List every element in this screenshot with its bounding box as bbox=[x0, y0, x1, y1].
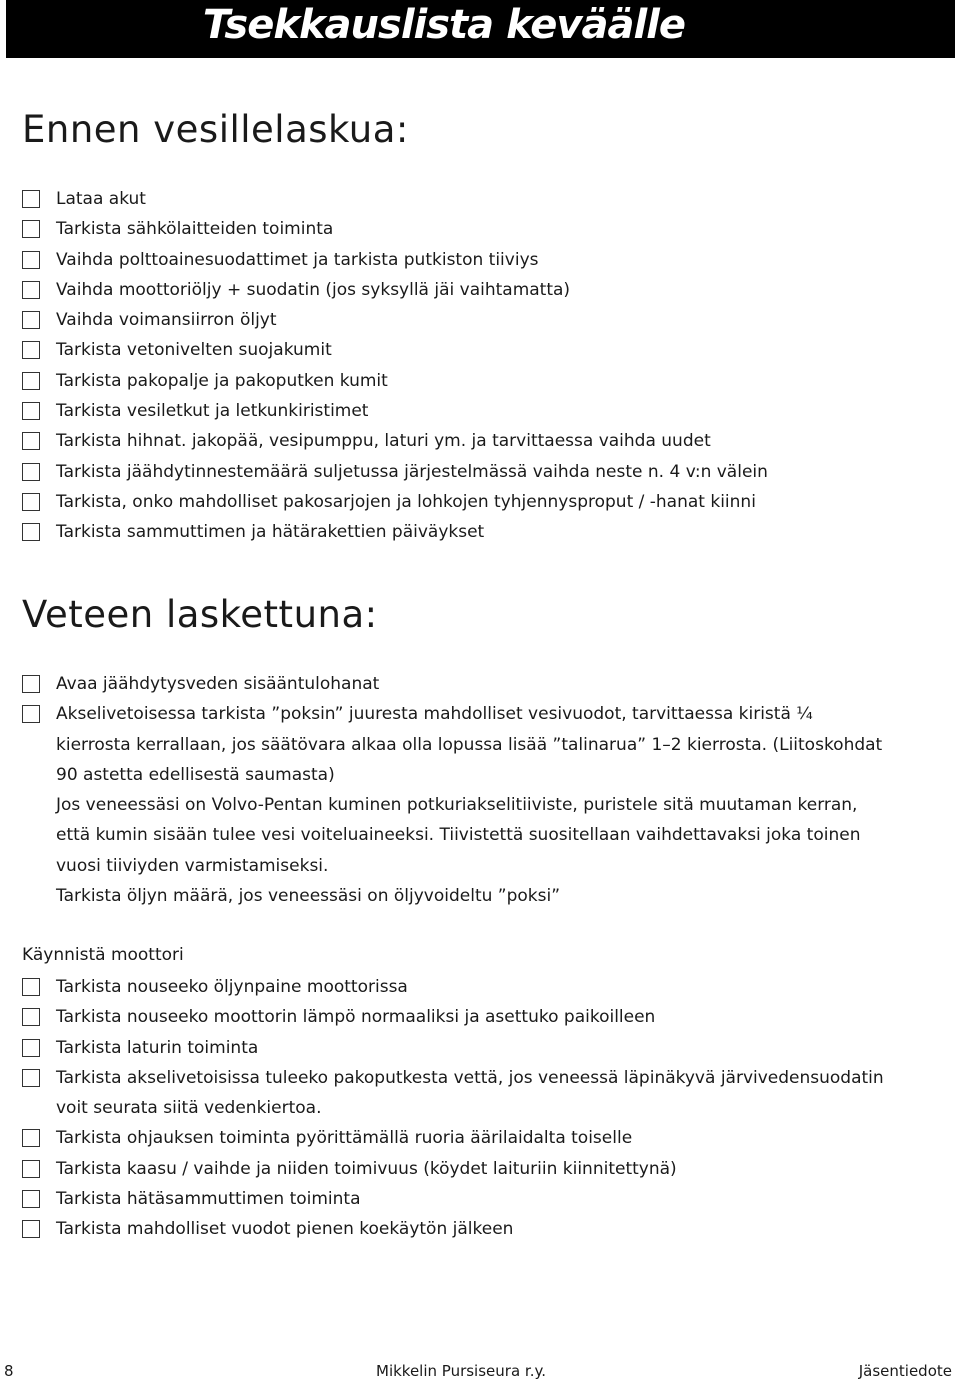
checklist-item-label: Akselivetoisessa tarkista ”poksin” juuresta mahdolliset vesivuodot, tarvittaessa kiristä ¼ bbox=[56, 704, 813, 725]
checkbox[interactable] bbox=[22, 1190, 40, 1208]
checkbox[interactable] bbox=[22, 190, 40, 208]
checklist-item bbox=[22, 366, 950, 396]
checklist-in-water bbox=[22, 669, 950, 911]
footer-club-name: Mikkelin Pursiseura r.y. bbox=[376, 1362, 546, 1380]
checklist-item-continuation: voit seurata siitä vedenkiertoa. bbox=[56, 1098, 322, 1119]
checklist-item-continuation: 90 astetta edellisestä saumasta) bbox=[56, 764, 335, 785]
checklist-item-label: Vaihda polttoainesuodattimet ja tarkista putkiston tiiviys bbox=[56, 249, 539, 270]
checkbox[interactable] bbox=[22, 523, 40, 541]
checkbox[interactable] bbox=[22, 402, 40, 420]
checklist-item-label: Tarkista vetonivelten suojakumit bbox=[56, 340, 332, 361]
checkbox[interactable] bbox=[22, 978, 40, 996]
checklist-item-label: Tarkista sammuttimen ja hätärakettien päiväykset bbox=[56, 522, 485, 543]
checkbox[interactable] bbox=[22, 1008, 40, 1026]
checklist-item bbox=[22, 1184, 950, 1214]
checklist-item-label: Avaa jäähdytysveden sisääntulohanat bbox=[56, 674, 380, 694]
checklist-item-label: Tarkista kaasu / vaihde ja niiden toimivuus (köydet laituriin kiinnitettynä) bbox=[56, 1158, 677, 1179]
checklist-start-engine bbox=[22, 972, 950, 1245]
checklist-item-continuation: Tarkista öljyn määrä, jos veneessäsi on öljyvoideltu ”poksi” bbox=[56, 886, 561, 907]
checkbox[interactable] bbox=[22, 1039, 40, 1057]
checkbox[interactable] bbox=[22, 432, 40, 450]
checklist-item-label: Vaihda voimansiirron öljyt bbox=[56, 310, 277, 331]
checklist-item-label: Tarkista vesiletkut ja letkunkiristimet bbox=[56, 401, 369, 422]
checklist-item-label: Tarkista hihnat. jakopää, vesipumppu, laturi ym. ja tarvittaessa vaihda uudet bbox=[56, 431, 711, 452]
page-title: Tsekkauslista keväälle bbox=[202, 2, 685, 48]
checklist-before-launch bbox=[22, 184, 950, 548]
checklist-item bbox=[22, 1063, 950, 1093]
checklist-item-continuation: kierrosta kerrallaan, jos säätövara alkaa olla lopussa lisää ”talinarua” 1–2 kierrosta. (Liitoskohdat bbox=[56, 734, 883, 755]
checklist-item bbox=[22, 972, 950, 1002]
checklist-item bbox=[22, 396, 950, 426]
checklist-item-label: Tarkista sähkölaitteiden toiminta bbox=[56, 219, 334, 240]
checklist-item bbox=[22, 214, 950, 244]
checklist-item-label: Vaihda moottoriöljy + suodatin (jos syksyllä jäi vaihtamatta) bbox=[56, 279, 571, 300]
checkbox[interactable] bbox=[22, 311, 40, 329]
checklist-item bbox=[22, 457, 950, 487]
checklist-item bbox=[22, 487, 950, 517]
checklist-item bbox=[22, 184, 950, 214]
checklist-item-label: Tarkista nouseeko öljynpaine moottorissa bbox=[56, 977, 408, 997]
checklist-item bbox=[22, 245, 950, 275]
checklist-item-continuation: että kumin sisään tulee vesi voiteluaineeksi. Tiivistettä suositellaan vaihdettavaksi joka toinen bbox=[56, 825, 861, 846]
checklist-item bbox=[22, 1002, 950, 1032]
checklist-item-label: Tarkista hätäsammuttimen toiminta bbox=[56, 1189, 361, 1210]
checklist-item bbox=[22, 699, 950, 729]
checkbox[interactable] bbox=[22, 1160, 40, 1178]
checkbox[interactable] bbox=[22, 705, 40, 723]
checkbox[interactable] bbox=[22, 372, 40, 390]
section-heading-start-engine: Käynnistä moottori bbox=[22, 945, 184, 965]
checklist-item-continuation: vuosi tiiviyden varmistamiseksi. bbox=[56, 855, 329, 876]
checklist-item bbox=[22, 1033, 950, 1063]
checklist-item bbox=[22, 1123, 950, 1153]
page-number: 8 bbox=[4, 1362, 14, 1380]
checkbox[interactable] bbox=[22, 463, 40, 481]
checkbox[interactable] bbox=[22, 1069, 40, 1087]
section-heading-before-launch: Ennen vesillelaskua: bbox=[22, 108, 409, 151]
checklist-item-label: Tarkista, onko mahdolliset pakosarjojen ja lohkojen tyhjennysproput / -hanat kiinni bbox=[56, 491, 756, 512]
checklist-item-label: Tarkista mahdolliset vuodot pienen koekäytön jälkeen bbox=[56, 1219, 514, 1240]
checkbox[interactable] bbox=[22, 1129, 40, 1147]
checklist-item bbox=[22, 1154, 950, 1184]
checklist-item-continuation: Jos veneessäsi on Volvo-Pentan kuminen potkuriakselitiiviste, puristele sitä muutaman kerran, bbox=[56, 795, 858, 816]
checklist-item bbox=[22, 1214, 950, 1244]
checklist-item bbox=[22, 305, 950, 335]
checklist-item bbox=[22, 669, 950, 699]
checkbox[interactable] bbox=[22, 675, 40, 693]
checklist-item-label: Tarkista jäähdytinnestemäärä suljetussa järjestelmässä vaihda neste n. 4 v:n välein bbox=[56, 461, 768, 482]
checkbox[interactable] bbox=[22, 1220, 40, 1238]
checklist-item bbox=[22, 335, 950, 365]
checklist-item-label: Tarkista pakopalje ja pakoputken kumit bbox=[56, 370, 388, 391]
checkbox[interactable] bbox=[22, 220, 40, 238]
checklist-item bbox=[22, 275, 950, 305]
checklist-item-label: Tarkista akselivetoisissa tuleeko pakoputkesta vettä, jos veneessä läpinäkyvä järvivedensuodatin bbox=[56, 1067, 884, 1088]
checklist-item bbox=[22, 517, 950, 547]
checkbox[interactable] bbox=[22, 341, 40, 359]
checklist-item-label: Lataa akut bbox=[56, 189, 146, 209]
checklist-item-label: Tarkista ohjauksen toiminta pyörittämällä ruoria äärilaidalta toiselle bbox=[56, 1128, 633, 1149]
checkbox[interactable] bbox=[22, 251, 40, 269]
checklist-item-label: Tarkista nouseeko moottorin lämpö normaaliksi ja asettuko paikoilleen bbox=[56, 1007, 656, 1028]
checklist-item-label: Tarkista laturin toiminta bbox=[56, 1037, 259, 1058]
checklist-item bbox=[22, 426, 950, 456]
section-heading-in-water: Veteen laskettuna: bbox=[22, 593, 378, 636]
title-bar bbox=[6, 0, 955, 58]
checkbox[interactable] bbox=[22, 281, 40, 299]
footer-publication: Jäsentiedote bbox=[858, 1362, 952, 1380]
checkbox[interactable] bbox=[22, 493, 40, 511]
